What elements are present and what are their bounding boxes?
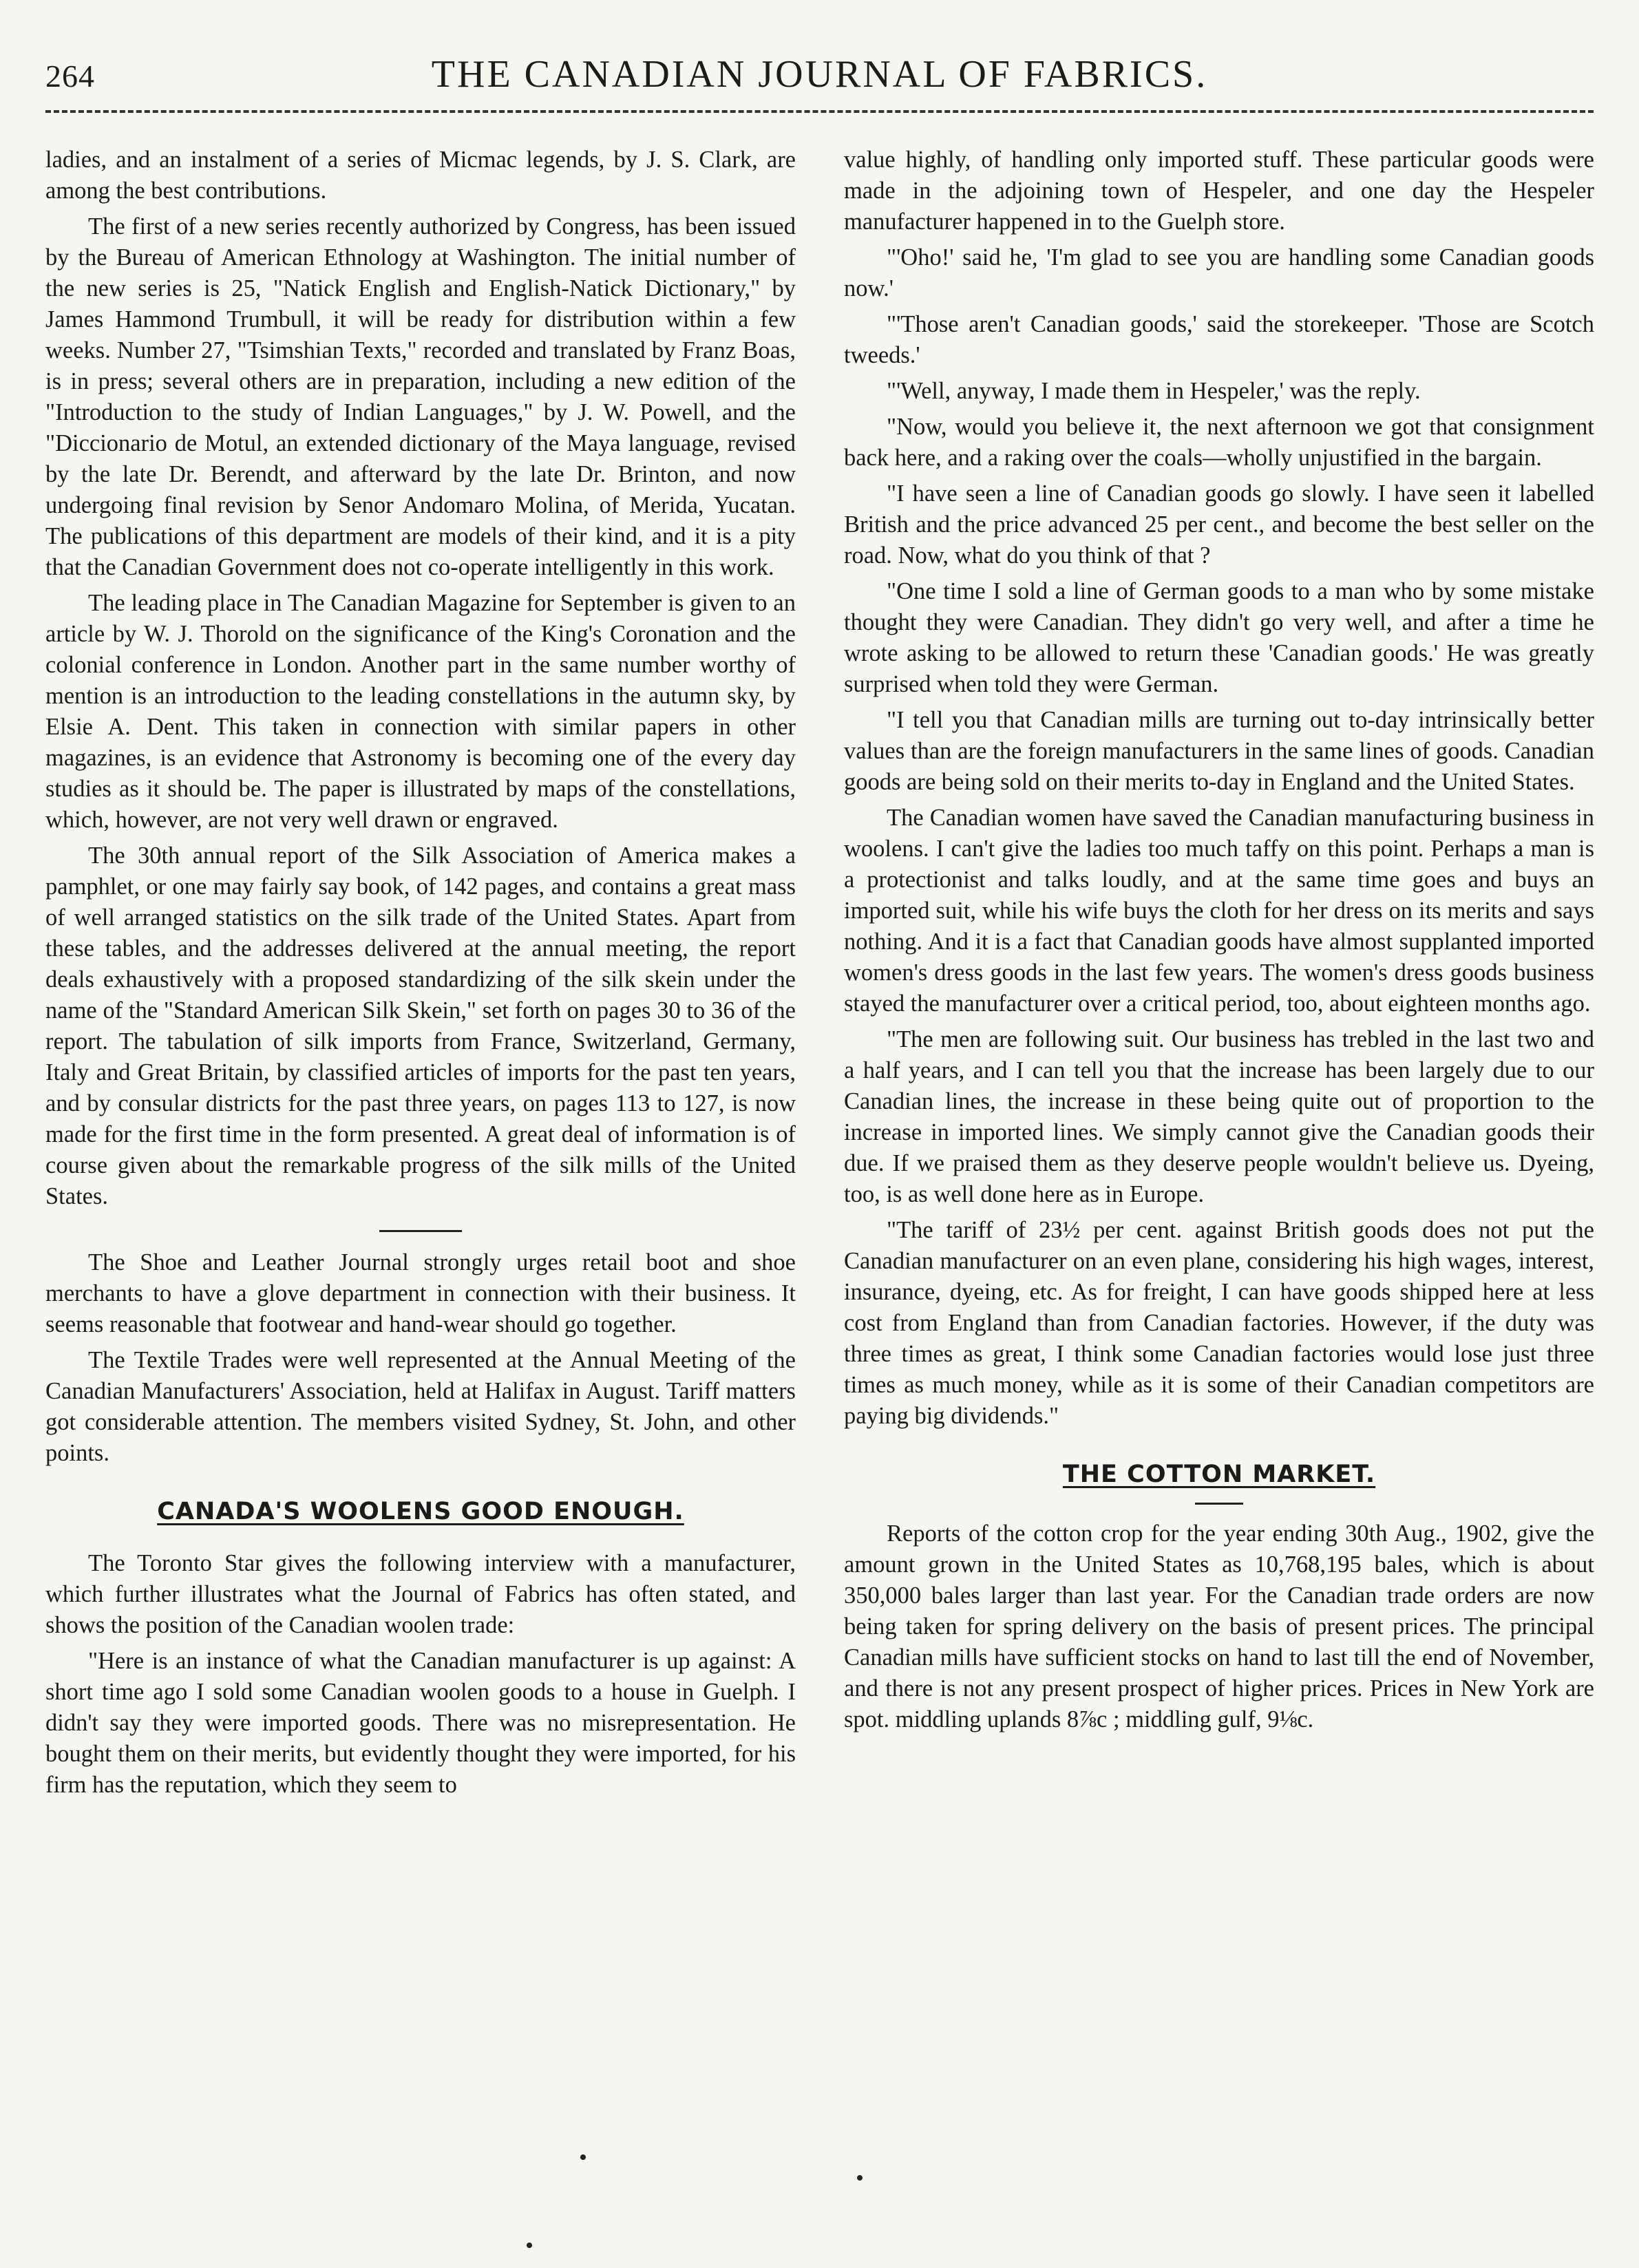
heading-underline-rule <box>1195 1503 1243 1505</box>
paragraph: "The tariff of 23½ per cent. against British goods does not put the Canadian manufacturer on an even plane, considering his high wages, interest, insurance, dyeing, etc. As for freight, I can have goods shipped here at less cost from England than from Canadian factories. However, if the duty was three times as great, I think some Canadian factories would lose just three times as much money, while as it is some of their Canadian competitors are paying big dividends." <box>844 1217 1594 1429</box>
print-speck <box>527 2243 532 2248</box>
paragraph: The 30th annual report of the Silk Association of America makes a pamphlet, or one may fairly say book, of 142 pages, and contains a great mass of well arranged statistics on the silk trade of the United States. Apart from these tables, and the addresses delivered at the annual meeting, the report deals exhaustively with a proposed standardizing of the silk skein under the name of the "Standard American Silk Skein," set forth on pages 30 to 36 of the report. The tabulation of silk imports from France, Switzerland, Germany, Italy and Great Britain, by classified articles of imports for the past ten years, and by consular districts for the past three years, on pages 113 to 127, is now made for the first time in the form presented. A great deal of information is of course given about the remarkable progress of the silk mills of the United States. <box>45 842 796 1209</box>
paragraph: "Now, would you believe it, the next afternoon we got that consignment back here, and a raking over the coals—wholly unjustified in the bargain. <box>844 414 1594 471</box>
paragraph: "'Well, anyway, I made them in Hespeler,' was the reply. <box>887 378 1421 404</box>
page-header <box>45 47 1594 102</box>
page-number: 264 <box>45 59 95 94</box>
paragraph: The first of a new series recently authorized by Congress, has been issued by the Bureau of American Ethnology at Washington. The initial number of the new series is 25, "Natick English and English-Natick Dictionary," by James Hammond Trumbull, it will be ready for distribution within a few weeks. Number 27, "Tsimshian Texts," recorded and translated by Franz Boas, is in press; several others are in preparation, including a new edition of the "Introduction to the study of Indian Languages," by J. W. Powell, and the "Diccionario de Motul, an extended dictionary of the Maya language, revised by the late Dr. Berendt, and afterward by the late Dr. Brinton, and now undergoing final revision by Senor Andomaro Molina, of Merida, Yucatan. The publications of this department are models of their kind, and it is a pity that the Canadian Government does not co-operate intelligently in this work. <box>45 213 796 580</box>
paragraph: The Toronto Star gives the following interview with a manufacturer, which further illustrates what the Journal of Fabrics has often stated, and shows the position of the Canadian woolen trade: <box>45 1550 796 1638</box>
paragraph: "'Those aren't Canadian goods,' said the storekeeper. 'Those are Scotch tweeds.' <box>844 311 1594 368</box>
section-divider <box>379 1230 462 1232</box>
paragraph: The leading place in The Canadian Magazine for September is given to an article by W. J. Thorold on the significance of the King's Coronation and the colonial conference in London. Another part in the same number worthy of mention is an introduction to the leading constellations in the autumn sky, by Elsie A. Dent. This taken in connection with similar papers in other magazines, is an evidence that Astronomy is becoming one of the every day studies as it should be. The paper is illustrated by maps of the constellations, which, however, are not very well drawn or engraved. <box>45 590 796 833</box>
header-rule <box>45 110 1594 113</box>
paragraph: "I tell you that Canadian mills are turning out to-day intrinsically better values than are the foreign manufacturers in the same lines of goods. Canadian goods are being sold on their merits to-day in England and the United States. <box>844 707 1594 795</box>
article-heading-cotton: THE COTTON MARKET. <box>1062 1461 1376 1488</box>
paragraph: The Shoe and Leather Journal strongly urges retail boot and shoe merchants to have a glove department in connection with their business. It seems reasonable that footwear and hand-wear should go together. <box>45 1249 796 1337</box>
paragraph: "Here is an instance of what the Canadian manufacturer is up against: A short time ago I sold some Canadian woolen goods to a house in Guelph. I didn't say they were imported goods. There was no misrepresentation. He bought them on their merits, but evidently thought they were imported, for his firm has the reputation, which they seem to <box>45 1648 796 1798</box>
paragraph: The Canadian women have saved the Canadian manufacturing business in woolens. I can't give the ladies too much taffy on this point. Perhaps a man is a protectionist and talks loudly, and at the same time goes and buys an imported suit, while his wife buys the cloth for her dress on its merits and says nothing. And it is a fact that Canadian goods have almost supplanted imported women's dress goods in the last few years. The women's dress goods business stayed the manufacturer over a critical period, too, about eighteen months ago. <box>844 805 1594 1017</box>
paragraph: value highly, of handling only imported stuff. These particular goods were made in the adjoining town of Hespeler, and one day the Hespeler manufacturer happened in to the Guelph store. <box>844 147 1594 235</box>
article-heading-woolens: CANADA'S WOOLENS GOOD ENOUGH. <box>157 1498 684 1525</box>
print-speck <box>580 2154 586 2160</box>
left-column <box>45 145 796 1805</box>
right-column <box>844 145 1594 1740</box>
paragraph: "One time I sold a line of German goods to a man who by some mistake thought they were Canadian. They didn't go very well, and after a time he wrote asking to be allowed to return these 'Canadian goods.' He was greatly surprised when told they were German. <box>844 578 1594 697</box>
paragraph: "The men are following suit. Our business has trebled in the last two and a half years, and I can tell you that the increase has been largely due to our Canadian lines, the increase in these being quite out of proportion to the increase in imported lines. We simply cannot give the Canadian goods their due. If we praised them as they deserve people wouldn't believe us. Dyeing, too, is as well done here as in Europe. <box>844 1026 1594 1207</box>
paragraph: ladies, and an instalment of a series of Micmac legends, by J. S. Clark, are among the best contributions. <box>45 147 796 204</box>
paragraph: Reports of the cotton crop for the year ending 30th Aug., 1902, give the amount grown in the United States as 10,768,195 bales, which is about 350,000 bales larger than last year. For the Canadian trade orders are now being taken for spring delivery on the basis of present prices. The principal Canadian mills have sufficient stocks on hand to last till the end of November, and there is not any present prospect of higher prices. Prices in New York are spot. middling uplands 8⅞c ; middling gulf, 9⅛c. <box>844 1520 1594 1732</box>
paragraph: The Textile Trades were well represented at the Annual Meeting of the Canadian Manufacturers' Association, held at Halifax in August. Tariff matters got considerable attention. The members visited Sydney, St. John, and other points. <box>45 1347 796 1466</box>
paragraph: "'Oho!' said he, 'I'm glad to see you are handling some Canadian goods now.' <box>844 244 1594 301</box>
print-speck <box>857 2175 863 2181</box>
journal-title: THE CANADIAN JOURNAL OF FABRICS. <box>431 53 1208 96</box>
paragraph: "I have seen a line of Canadian goods go slowly. I have seen it labelled British and the price advanced 25 per cent., and become the best seller on the road. Now, what do you think of that ? <box>844 480 1594 569</box>
